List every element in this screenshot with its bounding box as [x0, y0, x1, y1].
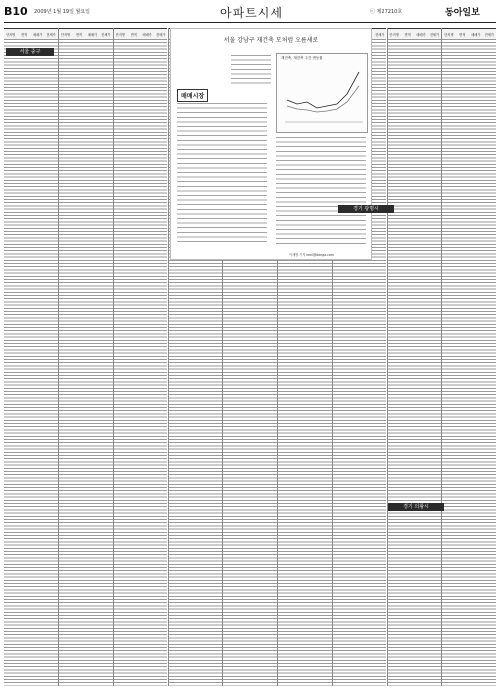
column-divider	[441, 28, 442, 686]
listing-rows	[387, 39, 441, 686]
page-header	[0, 0, 500, 22]
trend-chart	[276, 53, 368, 133]
article-body-right	[276, 137, 366, 247]
issue-number: ⓒ 제27210호	[370, 9, 403, 15]
listing-rows	[442, 39, 496, 686]
column-header-cell: 면적	[21, 32, 28, 37]
column-header-cell: 매매가	[142, 32, 152, 37]
column-header-cell: 매매가	[87, 32, 97, 37]
column-header-cell: 전세가	[429, 32, 440, 37]
article-lead-text	[231, 55, 271, 85]
region-label: 서울 중구	[6, 48, 54, 56]
column-header-cell: 전세가	[101, 32, 111, 37]
column-header-cell: 면적	[459, 32, 466, 37]
column-header-cell: 단지명	[444, 32, 454, 37]
region-label: 경기 의왕시	[388, 503, 444, 511]
newspaper-logo: 동아일보	[445, 8, 480, 18]
article-byline: 이재영 기자 leeil@donga.com	[289, 253, 334, 257]
listing-rows	[114, 39, 168, 686]
column-header-cell: 전세가	[375, 32, 385, 37]
column-divider	[168, 28, 169, 686]
feature-article	[170, 28, 372, 260]
chart-line-a	[287, 72, 359, 108]
listing-column	[59, 28, 113, 686]
column-header-cell: 전세가	[155, 32, 166, 37]
column-divider	[113, 28, 114, 686]
column-divider	[58, 28, 59, 686]
column-header-cell: 전세가	[46, 32, 56, 37]
column-header-cell: 매매가	[416, 32, 426, 37]
section-title: 아파트시세	[220, 6, 283, 20]
listing-column	[114, 28, 168, 686]
article-title: 서울 강남구 재건축 모처럼 오름세로	[223, 37, 319, 44]
chart-title: 재건축, 재건축 주간 변동률	[281, 56, 323, 60]
chart-svg	[277, 54, 367, 132]
listing-rows	[59, 39, 113, 686]
column-divider	[387, 28, 388, 686]
chart-line-b	[287, 86, 359, 112]
column-header-cell: 면적	[130, 32, 137, 37]
page-number: B10	[4, 5, 28, 18]
header-rule	[4, 22, 496, 23]
column-header-cell: 전세가	[484, 32, 494, 37]
article-tag: 매매시장	[177, 89, 208, 102]
listing-column	[387, 28, 441, 686]
column-header-cell: 단지명	[115, 32, 125, 37]
column-header-cell: 단지명	[389, 32, 399, 37]
column-header-cell: 단지명	[6, 32, 16, 37]
column-header-cell: 면적	[75, 32, 82, 37]
article-body-left	[177, 103, 267, 243]
issue-date: 2009년 1월 19일 월요일	[34, 9, 91, 15]
column-header-cell: 매매가	[471, 32, 481, 37]
column-header-cell: 면적	[404, 32, 411, 37]
listing-column	[442, 28, 496, 686]
column-header-cell: 매매가	[32, 32, 43, 37]
listing-rows	[4, 39, 58, 686]
listing-column	[4, 28, 58, 686]
column-header-cell: 단지명	[60, 32, 71, 37]
region-label: 경기 광명시	[338, 205, 394, 213]
